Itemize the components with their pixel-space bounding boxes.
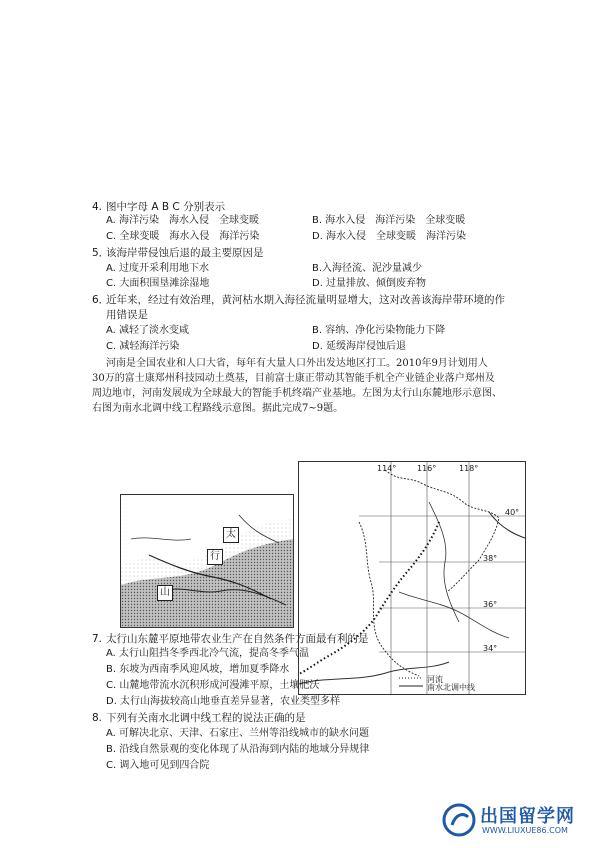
q6-option-c: C. 减轻海洋污染 [106, 341, 180, 352]
q7-option-a: A. 太行山阻挡冬季西北冷气流，提高冬季气温 [106, 648, 310, 659]
lon-label-116: 116° [417, 464, 437, 473]
q4-stem: 4. 图中字母 A B C 分别表示 [92, 201, 226, 213]
map-label-tai: 太 [223, 527, 239, 543]
map-label-shan: 山 [157, 585, 173, 601]
watermark-url: WWW.LIUXUE86.COM [482, 826, 568, 835]
lat-label-36: 36° [483, 600, 498, 609]
q7-option-c: C. 山麓地带流水沉积形成河漫滩平原，土壤肥沃 [106, 680, 320, 691]
intro-line-4: 右图为南水北调中线工程路线示意图。据此完成7~9题。 [92, 403, 344, 414]
legend-river: 河流 [427, 675, 443, 684]
watermark-logo-icon [442, 803, 476, 837]
q7-option-d: D. 太行山海拔较高山地垂直差异显著，农业类型多样 [106, 696, 341, 707]
q5-option-a: A. 过度开采利用地下水 [106, 263, 210, 274]
q8-option-b: B. 沿线自然景观的变化体现了从沿海到内陆的地域分异规律 [106, 744, 370, 755]
right-route-map [298, 461, 526, 695]
lat-label-34: 34° [483, 644, 498, 653]
q8-option-a: A. 可解决北京、天津、石家庄、兰州等沿线城市的缺水问题 [106, 728, 370, 739]
lat-label-40: 40° [505, 508, 520, 517]
q7-stem: 7. 太行山东麓平原地带农业生产在自然条件方面最有利的是 [92, 633, 369, 645]
q8-option-c: C. 调入地可见到四合院 [106, 760, 210, 771]
left-terrain-map [120, 494, 294, 628]
q4-option-d: D. 海水入侵 全球变暖 海洋污染 [312, 231, 467, 242]
intro-line-1: 河南是全国农业和人口大省，每年有大量人口外出发达地区打工。2010年9月计划用人 [106, 358, 488, 369]
q6-stem-cont: 用错误是 [106, 309, 148, 321]
q6-stem: 6．近年来，经过有效治理，黄河枯水期入海径流量明显增大，这对改善该海岸带环境的作 [92, 294, 505, 306]
q4-option-b: B. 海水入侵 海洋污染 全球变暖 [312, 215, 466, 226]
q6-option-d: D. 延缓海岸侵蚀后退 [312, 341, 407, 352]
q5-option-d: D. 过量排放、倾倒废弃物 [312, 278, 427, 289]
map-label-xing: 行 [207, 549, 223, 565]
lon-label-118: 118° [459, 464, 479, 473]
legend-canal: 南水北调中线 [427, 683, 475, 692]
q4-option-c: C. 全球变暖 海水入侵 海洋污染 [106, 231, 260, 242]
watermark-title: 出国留学网 [480, 806, 575, 827]
q7-option-b: B. 东坡为西南季风迎风坡，增加夏季降水 [106, 664, 290, 675]
site-watermark [442, 800, 592, 840]
q6-option-a: A. 减轻了淡水变咸 [106, 325, 190, 336]
route-map-drawing [299, 462, 525, 694]
q5-stem: 5．该海岸带侵蚀后退的最主要原因是 [92, 247, 264, 259]
lat-label-38: 38° [483, 554, 498, 563]
q5-option-c: C. 大面积围垦滩涂湿地 [106, 278, 210, 289]
q6-option-b: B. 容纳、净化污染物能力下降 [312, 325, 446, 336]
intro-line-3: 周边地市，河南发展成为全球最大的智能手机终端产业基地。左图为太行山东麓地形示意图、 [92, 388, 502, 399]
q4-option-a: A. 海洋污染 海水入侵 全球变暖 [106, 215, 260, 226]
q8-stem: 8. 下列有关南水北调中线工程的说法正确的是 [92, 712, 306, 724]
intro-line-2: 30万的富士康郑州科技园动土奠基，目前富士康正带动其智能手机全产业链企业落户郑州及 [92, 373, 495, 384]
q5-option-b: B.入海径流、泥沙量减少 [312, 263, 423, 274]
lon-label-114: 114° [377, 464, 397, 473]
